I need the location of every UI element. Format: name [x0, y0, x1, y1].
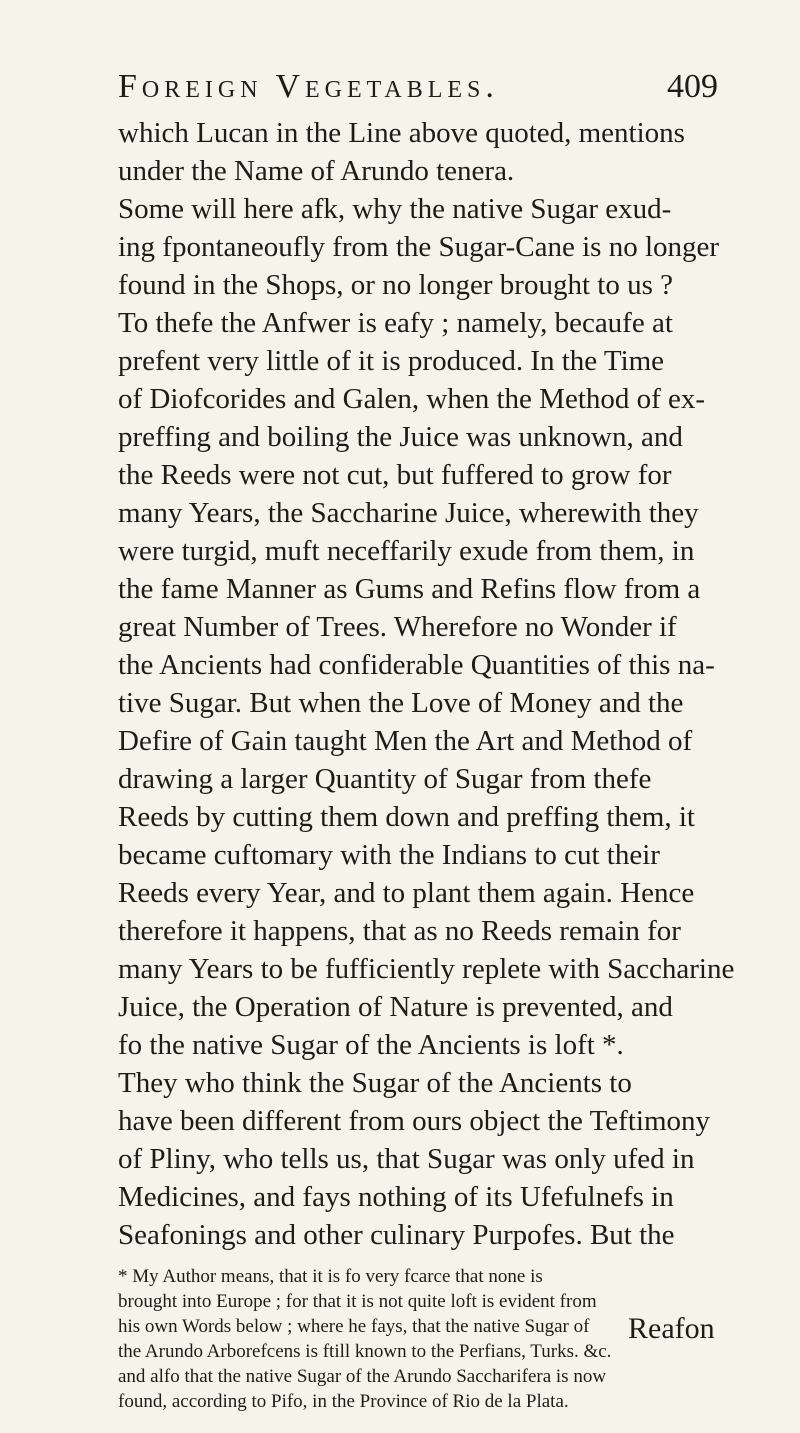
body-line: preffing and boiling the Juice was unknown, and — [118, 421, 683, 453]
body-line: the fame Manner as Gums and Refins flow from a — [118, 573, 701, 605]
page-number: 409 — [667, 68, 718, 105]
body-line: Some will here afk, why the native Sugar exud- — [118, 193, 672, 225]
page-header — [118, 68, 718, 116]
body-line: tive Sugar. But when the Love of Money and the — [118, 687, 684, 719]
body-line: drawing a larger Quantity of Sugar from thefe — [118, 763, 652, 795]
running-head: Foreign Vegetables. — [118, 68, 499, 105]
body-line: great Number of Trees. Wherefore no Wonder if — [118, 611, 677, 643]
body-line: the Ancients had confiderable Quantities of this na- — [118, 649, 715, 681]
footnote-line: the Arundo Arborefcens is ftill known to the Perfians, Turks. &c. — [118, 1341, 612, 1362]
footnote-line: found, according to Pifo, in the Province of Rio de la Plata. — [118, 1391, 569, 1412]
body-line: the Reeds were not cut, but fuffered to grow for — [118, 459, 672, 491]
body-line: therefore it happens, that as no Reeds remain for — [118, 915, 681, 947]
body-line: Seafonings and other culinary Purpofes. But the — [118, 1219, 675, 1251]
body-line: of Diofcorides and Galen, when the Method of ex- — [118, 383, 706, 415]
body-line: have been different from ours object the Teftimony — [118, 1105, 711, 1137]
catchword: Reafon — [628, 1312, 715, 1345]
body-line: Juice, the Operation of Nature is prevented, and — [118, 991, 673, 1023]
body-line: of Pliny, who tells us, that Sugar was only ufed in — [118, 1143, 695, 1175]
body-line: were turgid, muft neceffarily exude from them, in — [118, 535, 695, 567]
footnote-line: brought into Europe ; for that it is not quite loft is evident from — [118, 1291, 597, 1312]
body-line: found in the Shops, or no longer brought to us ? — [118, 269, 673, 301]
body-line: prefent very little of it is produced. In the Time — [118, 345, 665, 377]
body-line: Reeds every Year, and to plant them again. Hence — [118, 877, 695, 909]
body-line: They who think the Sugar of the Ancients to — [118, 1067, 632, 1099]
body-line: Defire of Gain taught Men the Art and Method of — [118, 725, 693, 757]
body-line: under the Name of Arundo tenera. — [118, 155, 515, 187]
body-line: Reeds by cutting them down and preffing them, it — [118, 801, 695, 833]
footnote-line: his own Words below ; where he fays, that the native Sugar of — [118, 1316, 590, 1337]
body-line: To thefe the Anfwer is eafy ; namely, becaufe at — [118, 307, 673, 339]
body-line: became cuftomary with the Indians to cut their — [118, 839, 660, 871]
footnote-line: and alfo that the native Sugar of the Arundo Saccharifera is now — [118, 1366, 607, 1387]
body-line: which Lucan in the Line above quoted, mentions — [118, 117, 685, 149]
body-line: fo the native Sugar of the Ancients is loft *. — [118, 1029, 624, 1061]
footnote-line: * My Author means, that it is fo very fcarce that none is — [118, 1266, 543, 1287]
body-line: ing fpontaneoufly from the Sugar-Cane is no longer — [118, 231, 720, 263]
body-line: many Years to be fufficiently replete with Saccharine — [118, 953, 735, 985]
body-line: many Years, the Saccharine Juice, wherewith they — [118, 497, 699, 529]
body-line: Medicines, and fays nothing of its Ufefulnefs in — [118, 1181, 674, 1213]
